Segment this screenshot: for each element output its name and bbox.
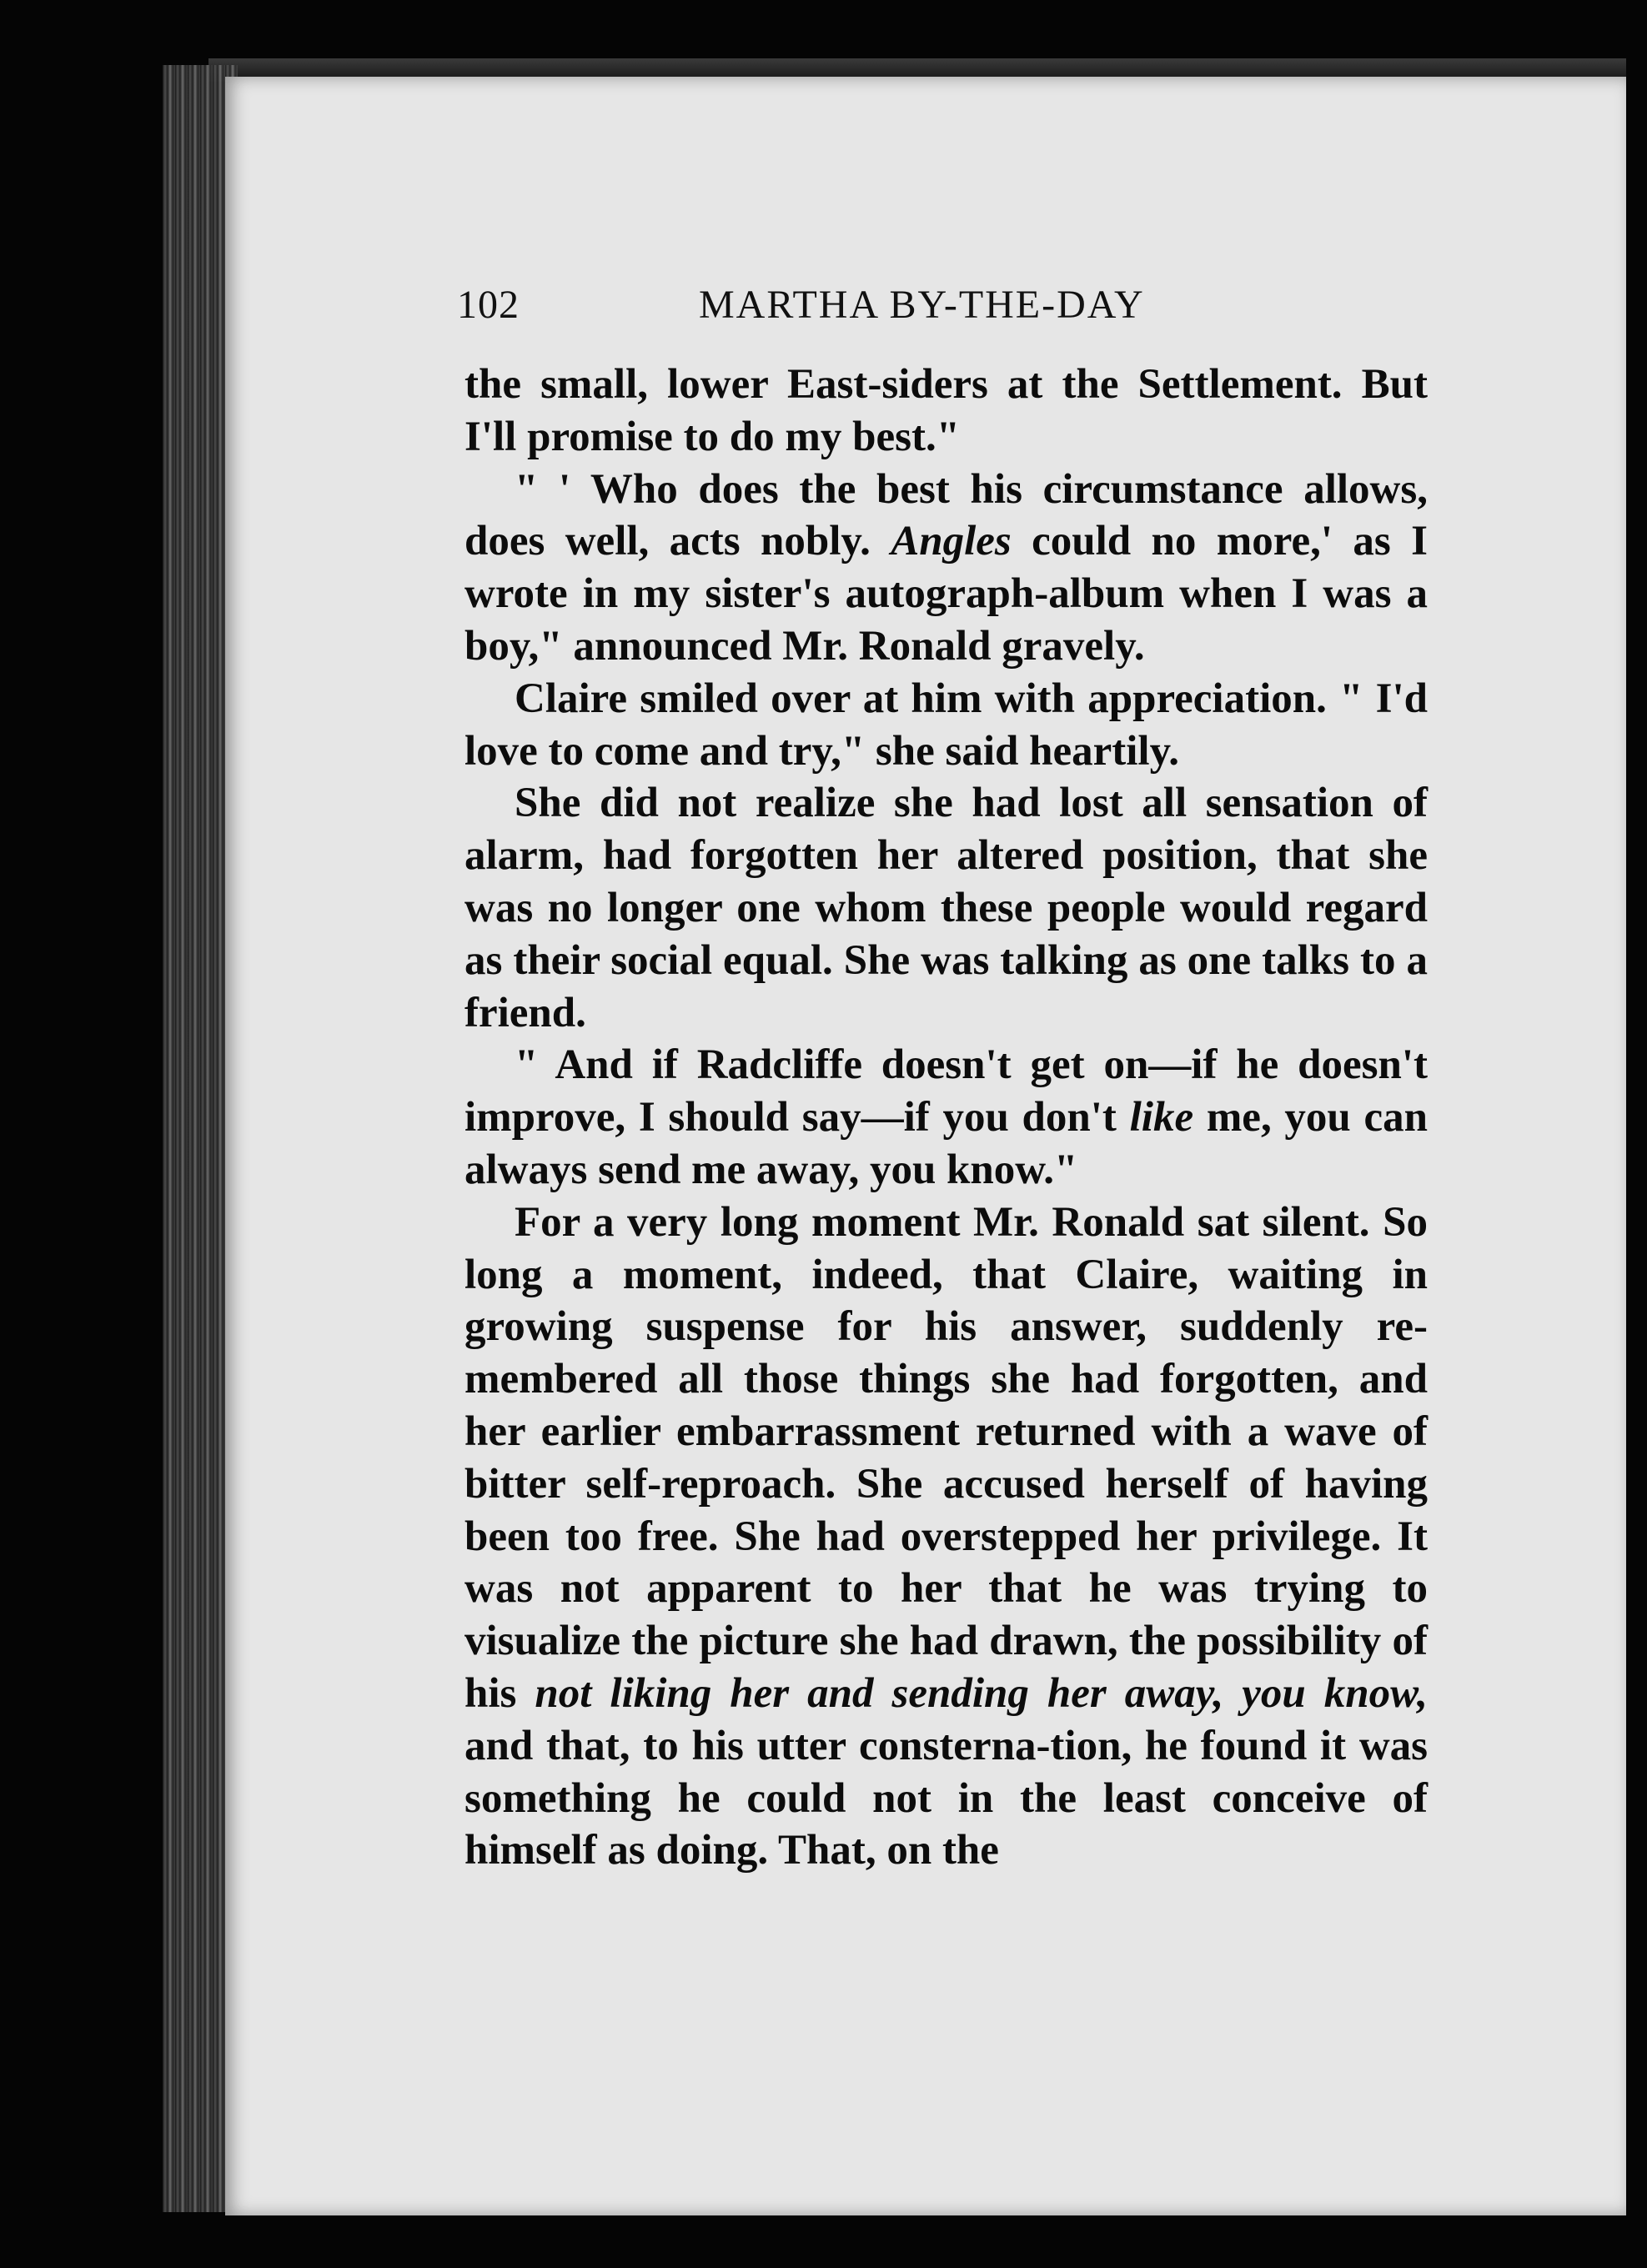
italic-text: Angles [891, 518, 1012, 565]
text-segment: Claire smiled over at him with appreciation. " I'd love to come and try," she said heartily. [464, 675, 1428, 775]
paragraph-p2 [464, 464, 1428, 673]
text-segment: " ' Who does the best his circumstance allows, does well, acts nobly. [464, 465, 1428, 565]
paragraph-p3 [464, 673, 1428, 778]
paragraph-p4 [464, 777, 1428, 1039]
paragraph-p6 [464, 1197, 1428, 1877]
page-header [457, 282, 1433, 332]
body-text [464, 359, 1428, 1877]
italic-text: not liking her and sending her away, you know, [535, 1669, 1428, 1717]
text-segment: me, you can always send me away, you know." [464, 1094, 1428, 1193]
text-segment: " And if Radcliffe doesn't get on—if he doesn't improve, I should say—if you don't [464, 1041, 1428, 1142]
text-segment: For a very long moment Mr. Ronald sat silent. So long a moment, indeed, that Claire, waiting in growing suspense for his answer, suddenly re-membered all those things she had forgotten, and her earlier embarrassment returned with a wave of bitter self-reproach. She accused herself of having been too free. She had overstepped her privilege. It was not apparent to her that he was trying to visualize the picture she had drawn, the possibility of his [464, 1198, 1428, 1717]
italic-text: like [1129, 1094, 1194, 1142]
text-segment: the small, lower East-siders at the Settlement. But I'll promise to do my best." [464, 361, 1428, 460]
text-segment: She did not realize she had lost all sensation of alarm, had forgotten her altered position, that she was no longer one whom these people would regard as their social equal. She was talking as one talks to a friend. [464, 780, 1428, 1036]
running-head: MARTHA BY-THE-DAY [699, 283, 1145, 327]
text-segment: could no more,' as I wrote in my sister's autograph-album when I was a boy," announced Mr. Ronald gravely. [464, 518, 1428, 670]
paragraph-p5 [464, 1039, 1428, 1196]
text-segment: and that, to his utter consterna-tion, he found it was something he could not in the least conceive of himself as doing. That, on the [464, 1722, 1428, 1874]
page-number: 102 [457, 283, 520, 327]
paragraph-p1 [464, 359, 1428, 464]
